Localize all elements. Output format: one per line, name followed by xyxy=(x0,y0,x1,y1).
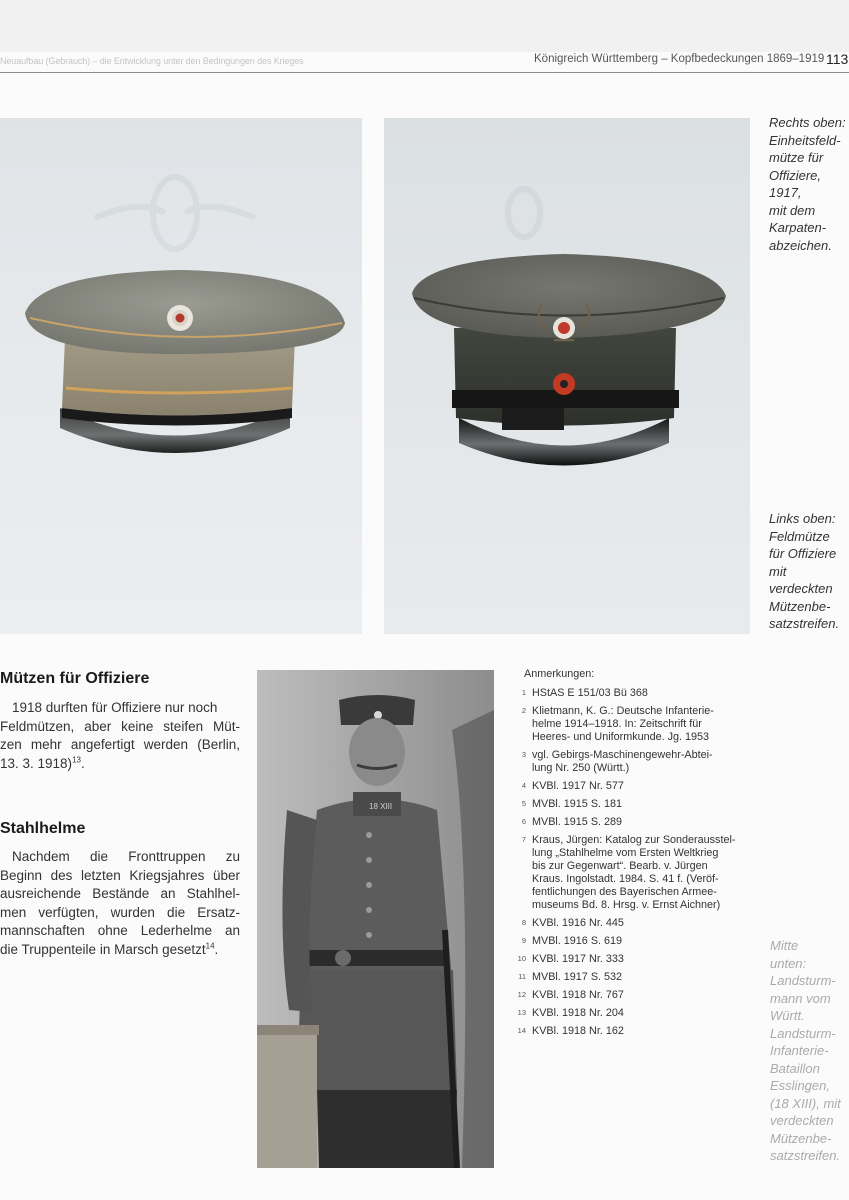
footnote-number: 14 xyxy=(517,1026,526,1035)
footnote-number: 9 xyxy=(521,936,526,945)
footnote-number: 13 xyxy=(517,1008,526,1017)
footnotes-list xyxy=(512,668,752,1043)
footnote-text: MVBl. 1915 S. 289 xyxy=(532,816,623,828)
photo-landsturm-soldier xyxy=(257,670,494,1168)
footnote-number: 6 xyxy=(521,817,526,826)
footnote-item xyxy=(512,989,752,1002)
footnote-item xyxy=(512,687,752,700)
footnote-item xyxy=(512,1025,752,1038)
caption-left-top: Links oben: Feldmütze für Offiziere mit verdeckten Mützenbe- satzstreifen. xyxy=(769,511,840,631)
page-number: 113 xyxy=(826,51,849,67)
footnote-number: 2 xyxy=(521,706,526,715)
footnote-number: 3 xyxy=(521,750,526,759)
footnote-text: KVBl. 1918 Nr. 767 xyxy=(532,989,624,1001)
footnote-number: 11 xyxy=(518,972,526,981)
footnote-text: MVBl. 1916 S. 619 xyxy=(532,935,623,947)
collar-number: 18 XIII xyxy=(369,802,393,811)
footnote-item xyxy=(512,917,752,930)
caption-right-top: Rechts oben: Einheitsfeld- mütze für Offiziere, 1917, mit dem Karpaten- abzeichen. xyxy=(769,115,846,253)
footnote-text: KVBl. 1916 Nr. 445 xyxy=(532,917,624,929)
footnote-number: 5 xyxy=(521,799,526,808)
section-heading-stahlhelme: Stahlhelme xyxy=(0,820,86,837)
footnote-item xyxy=(512,749,752,775)
photo-field-cap-karpaten xyxy=(384,118,750,634)
footnote-text: vgl. Gebirgs-Maschinengewehr-Abtei- lung Nr. 250 (Württ.) xyxy=(532,749,713,774)
paragraph-muetzen: 1918 durften für Offiziere nur noch Feldmützen, aber keine steifen Müt- zen mehr angefertigt werden (Berlin, 13. 3. 1918)$^{13}$. xyxy=(0,700,240,771)
footnote-number: 8 xyxy=(521,918,526,927)
footnote-text: Klietmann, K. G.: Deutsche Infanterie- helme 1914–1918. In: Zeitschrift für Heeres- und Uniformkunde. Jg. 1953 xyxy=(532,705,714,743)
footnote-text: KVBl. 1918 Nr. 204 xyxy=(532,1007,624,1019)
paragraph-stahlhelme: Nachdem die Fronttruppen zu Beginn des letzten Kriegsjahres über ausreichende Bestände an Stahlhel- men verfügten, wurden die Ersatz- mannschaften ohne Lederhelme an die Truppenteile in Marsch gesetzt$^{14}$. xyxy=(0,849,240,957)
footnote-ref: 14 xyxy=(205,941,215,950)
page-top-band xyxy=(0,0,849,52)
footnote-number: 12 xyxy=(517,990,526,999)
footnotes-title: Anmerkungen: xyxy=(524,668,595,680)
footnote-number: 4 xyxy=(521,781,526,790)
footnote-text: Kraus, Jürgen: Katalog zur Sonderausstel- lung „Stahlhelme vom Ersten Weltkrieg bis zur Gegenwart“. Bearb. v. Jürgen Kraus. Ingolstadt. 1984. S. 41 f. (Veröf- fentlichungen des Bayerischen Armee- museums Bd. 8. Hrsg. v. Ernst Aichner) xyxy=(532,834,736,911)
footnote-item xyxy=(512,953,752,966)
footnote-text: MVBl. 1917 S. 532 xyxy=(532,971,623,983)
footnote-text: KVBl. 1917 Nr. 333 xyxy=(532,953,624,965)
footnote-ref: 13 xyxy=(72,755,81,764)
footnote-text: MVBl. 1915 S. 181 xyxy=(532,798,623,810)
footnote-text: HStAS E 151/03 Bü 368 xyxy=(532,687,648,699)
caption-middle-bottom: Mitte unten: Landsturm- mann vom Württ. Landsturm- Infanterie- Bataillon Esslingen, (18 XIII), mit verdeckten Mützenbe- satzstreifen. xyxy=(770,938,841,1163)
footnote-item xyxy=(512,705,752,744)
photo-field-cap-officer xyxy=(0,118,362,634)
footnote-item xyxy=(512,780,752,793)
footnote-item xyxy=(512,1007,752,1020)
footnote-number: 7 xyxy=(521,835,526,844)
footnote-item xyxy=(512,971,752,984)
footnote-text: KVBl. 1918 Nr. 162 xyxy=(532,1025,624,1037)
footnote-text: KVBl. 1917 Nr. 577 xyxy=(532,780,624,792)
footnote-item xyxy=(512,816,752,829)
footnote-item xyxy=(512,798,752,811)
section-heading-muetzen: Mützen für Offiziere xyxy=(0,670,150,687)
footnote-number: 1 xyxy=(521,688,526,697)
footnote-item xyxy=(512,834,752,912)
running-header-left: Neuaufbau (Gebrauch) – die Entwicklung unter den Bedingungen des Krieges xyxy=(0,56,304,66)
footnote-number: 10 xyxy=(517,954,526,963)
running-header-right: Königreich Württemberg – Kopfbedeckungen 1869–1919 xyxy=(534,53,825,65)
header-rule xyxy=(0,72,849,73)
footnote-item xyxy=(512,935,752,948)
